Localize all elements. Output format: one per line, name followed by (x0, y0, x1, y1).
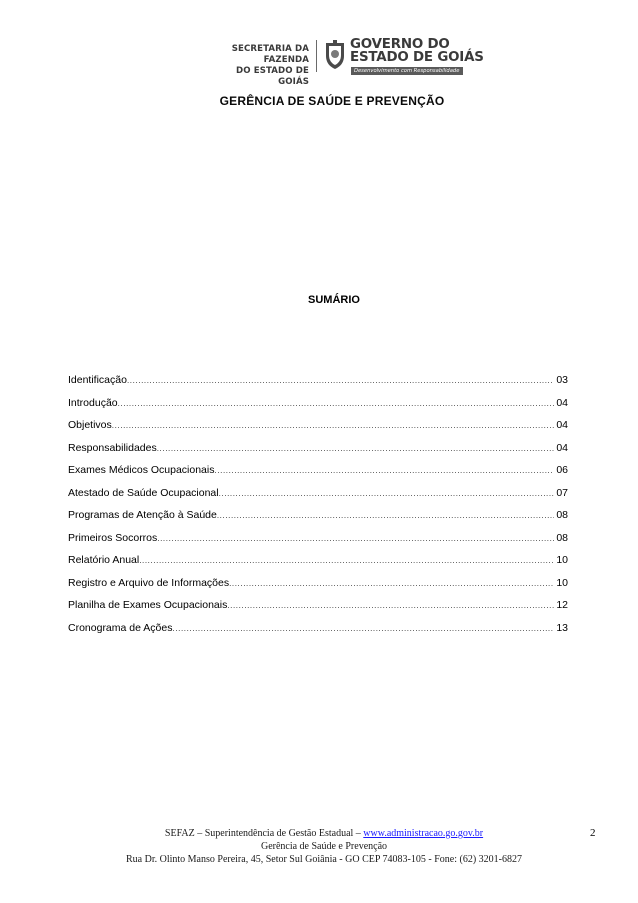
goias-seal-icon (324, 40, 346, 70)
toc-entry-page: 12 (556, 599, 568, 611)
toc-entry-page: 10 (556, 554, 568, 566)
toc-entry[interactable] (68, 462, 568, 485)
toc-leader (157, 441, 555, 457)
toc-heading: SUMÁRIO (308, 294, 360, 306)
toc-entry[interactable] (68, 507, 568, 530)
toc-leader (219, 486, 555, 502)
toc-entry[interactable] (68, 440, 568, 463)
footer-org: SEFAZ – Superintendência de Gestão Estadual – (164, 828, 364, 839)
toc-entry[interactable] (68, 597, 568, 620)
toc-entry-page: 06 (556, 464, 568, 476)
table-of-contents (68, 372, 568, 642)
sefaz-logo-line-2: DO ESTADO DE GOIÁS (236, 66, 309, 87)
footer-line-1 (0, 827, 638, 840)
toc-entry-page: 04 (556, 441, 568, 454)
toc-entry-title: Relatório Anual (68, 554, 140, 566)
toc-entry-title: Atestado de Saúde Ocupacional (68, 486, 219, 499)
governo-goias-logo (350, 38, 484, 64)
toc-leader (127, 373, 554, 389)
toc-entry-title: Cronograma de Ações (68, 621, 173, 634)
toc-entry-page: 03 (556, 374, 568, 386)
toc-entry-title: Introdução (68, 396, 118, 409)
page-number: 2 (590, 827, 596, 839)
logo-divider (316, 40, 317, 72)
footer-website-link[interactable]: www.administracao.go.gov.br (363, 828, 484, 839)
toc-entry-page: 08 (556, 531, 568, 544)
department-title: GERÊNCIA DE SAÚDE E PREVENÇÃO (219, 94, 445, 108)
toc-entry[interactable] (68, 372, 568, 395)
toc-leader (229, 576, 554, 592)
toc-entry-page: 07 (556, 486, 568, 499)
toc-entry-title: Planilha de Exames Ocupacionais (68, 599, 228, 611)
toc-entry-page: 04 (556, 419, 568, 431)
toc-entry-title: Objetivos (68, 419, 112, 431)
toc-entry[interactable] (68, 575, 568, 598)
toc-entry-title: Programas de Atenção à Saúde (68, 509, 217, 521)
gov-logo-line-2: ESTADO DE GOIÁS (350, 50, 484, 65)
toc-entry-title: Registro e Arquivo de Informações (68, 576, 230, 589)
toc-entry[interactable] (68, 552, 568, 575)
toc-entry[interactable] (68, 395, 568, 418)
toc-leader (157, 531, 554, 547)
toc-entry[interactable] (68, 530, 568, 553)
footer-address: Rua Dr. Olinto Manso Pereira, 45, Setor Sul Goiânia - GO CEP 74083-105 - Fone: (62) 3201-6827 (126, 854, 522, 865)
gov-logo-tagline: Desenvolvimento com Responsabilidade (351, 67, 463, 75)
footer-line-2: Gerência de Saúde e Prevenção (260, 841, 388, 852)
toc-leader (118, 396, 555, 412)
page-footer (0, 827, 638, 866)
toc-entry-page: 10 (556, 576, 568, 589)
toc-leader (227, 598, 554, 614)
sefaz-logo (205, 44, 309, 88)
toc-leader (112, 418, 555, 434)
toc-leader (217, 508, 554, 524)
sefaz-logo-line-1: SECRETARIA DA FAZENDA (231, 44, 309, 65)
toc-entry-title: Identificação (68, 374, 127, 386)
toc-entry-title: Responsabilidades (68, 441, 157, 454)
toc-entry[interactable] (68, 417, 568, 440)
toc-entry[interactable] (68, 485, 568, 508)
toc-entry-title: Exames Médicos Ocupacionais (68, 464, 215, 476)
toc-leader (172, 621, 554, 637)
toc-entry-page: 08 (556, 509, 568, 521)
toc-entry-page: 04 (556, 396, 568, 409)
toc-leader (214, 463, 554, 479)
toc-entry-title: Primeiros Socorros (68, 531, 158, 544)
toc-leader (139, 553, 554, 569)
toc-entry[interactable] (68, 620, 568, 643)
toc-entry-page: 13 (556, 621, 568, 634)
gov-logo-line-1: GOVERNO DO (350, 37, 450, 52)
